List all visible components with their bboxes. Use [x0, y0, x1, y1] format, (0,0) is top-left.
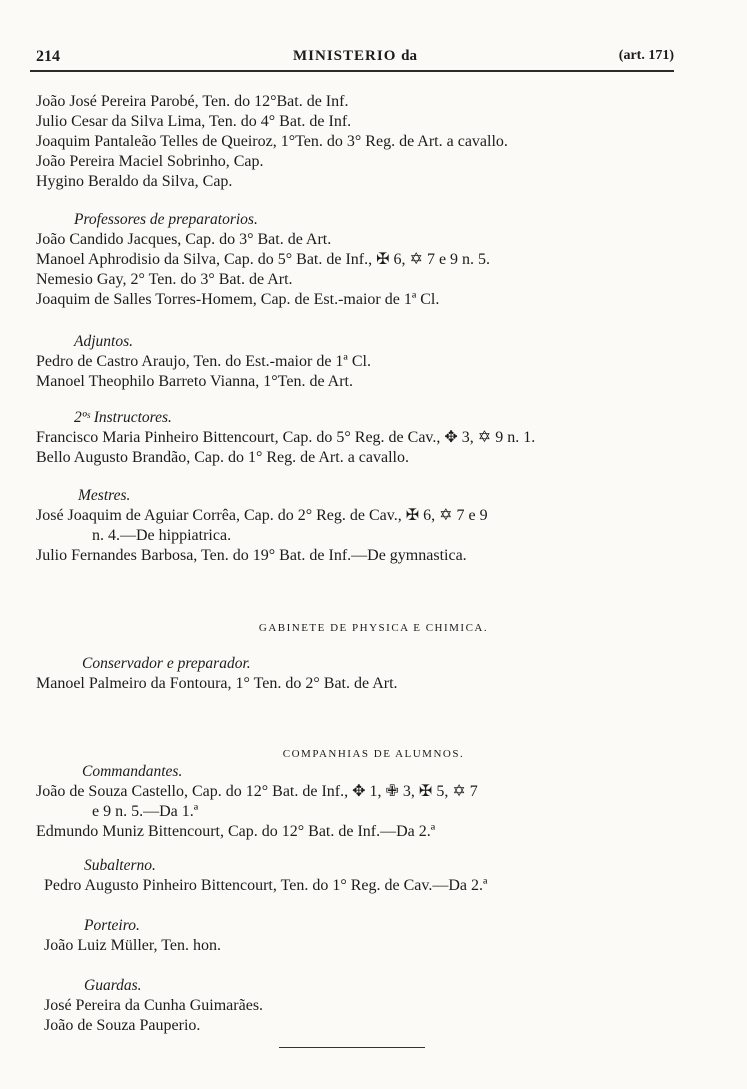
entry-line: João de Souza Pauperio.: [44, 1017, 201, 1034]
professores-section: [36, 210, 676, 310]
entry-line: José Pereira da Cunha Guimarães.: [44, 997, 264, 1014]
entry-line: Julio Cesar da Silva Lima, Ten. do 4° Bat. de Inf.: [36, 113, 352, 130]
entry-line: Joaquim Pantaleão Telles de Queiroz, 1°Ten. do 3° Reg. de Art. a cavallo.: [36, 133, 508, 150]
entry-line: João Pereira Maciel Sobrinho, Cap.: [36, 153, 264, 170]
running-title-main: MINISTERIO: [293, 48, 397, 64]
role-heading: Professores de preparatorios.: [74, 211, 258, 228]
companhias-section: [36, 762, 676, 842]
running-title: [36, 48, 674, 65]
header-rule: [30, 70, 674, 72]
entry-line: Nemesio Gay, 2° Ten. do 3° Bat. de Art.: [36, 271, 293, 288]
entry-line: Francisco Maria Pinheiro Bittencourt, Cap. do 5° Reg. de Cav., ✥ 3, ✡ 9 n. 1.: [36, 429, 536, 446]
role-heading: Commandantes.: [82, 763, 183, 780]
entry-line: Pedro de Castro Araujo, Ten. do Est.-maior de 1ª Cl.: [36, 353, 371, 370]
mestres-section: [36, 486, 676, 566]
subalterno-section: [36, 856, 676, 896]
page-header: [36, 48, 674, 70]
entry-line: Julio Fernandes Barbosa, Ten. do 19° Bat. de Inf.—De gymnastica.: [36, 547, 467, 564]
entry-line: Edmundo Muniz Bittencourt, Cap. do 12° Bat. de Inf.—Da 2.ª: [36, 823, 436, 840]
entry-line: Manoel Theophilo Barreto Vianna, 1°Ten. de Art.: [36, 373, 353, 390]
adjuntos-section: [36, 332, 676, 392]
entry-line: Joaquim de Salles Torres-Homem, Cap. de Est.-maior de 1ª Cl.: [36, 291, 440, 308]
entry-line: Manoel Palmeiro da Fontoura, 1° Ten. do 2° Bat. de Art.: [36, 675, 398, 692]
entry-line: José Joaquim de Aguiar Corrêa, Cap. do 2° Reg. de Cav., ✠ 6, ✡ 7 e 9: [36, 507, 488, 524]
role-heading: Subalterno.: [84, 857, 156, 874]
instructores-section: [36, 408, 676, 468]
end-rule: [279, 1047, 425, 1048]
article-reference: (art. 171): [618, 48, 674, 63]
section-title-gabinete: GABINETE DE PHYSICA E CHIMICA.: [258, 622, 489, 634]
entry-line: Manoel Aphrodisio da Silva, Cap. do 5° Bat. de Inf., ✠ 6, ✡ 7 e 9 n. 5.: [36, 251, 491, 268]
entry-line: Bello Augusto Brandão, Cap. do 1° Reg. de Art. a cavallo.: [36, 449, 409, 466]
entry-line: João Luiz Müller, Ten. hon.: [44, 937, 222, 954]
role-heading: Mestres.: [78, 487, 131, 504]
section-title-companhias: COMPANHIAS DE ALUMNOS.: [282, 748, 465, 760]
role-heading: Adjuntos.: [74, 333, 133, 350]
running-title-suffix: da: [401, 48, 417, 64]
gabinete-section: [36, 654, 676, 694]
entry-line: João José Pereira Parobé, Ten. do 12°Bat. de Inf.: [36, 93, 349, 110]
entry-line: Pedro Augusto Pinheiro Bittencourt, Ten. do 1° Reg. de Cav.—Da 2.ª: [44, 877, 488, 894]
entry-line-continuation: e 9 n. 5.—Da 1.ª: [92, 803, 199, 820]
role-heading: 2ºˢ Instructores.: [74, 409, 172, 426]
entry-line-continuation: n. 4.—De hippiatrica.: [92, 527, 232, 544]
porteiro-section: [36, 916, 676, 956]
entry-line: João Candido Jacques, Cap. do 3° Bat. de Art.: [36, 231, 332, 248]
entry-line: João de Souza Castello, Cap. do 12° Bat. de Inf., ✥ 1, ✙ 3, ✠ 5, ✡ 7: [36, 783, 478, 800]
entry-line: Hygino Beraldo da Silva, Cap.: [36, 173, 233, 190]
staff-list-top: [36, 92, 676, 192]
page-number: 214: [36, 48, 60, 65]
guardas-section: [36, 976, 676, 1036]
role-heading: Guardas.: [84, 977, 142, 994]
role-heading: Conservador e preparador.: [82, 655, 251, 672]
role-heading: Porteiro.: [84, 917, 140, 934]
